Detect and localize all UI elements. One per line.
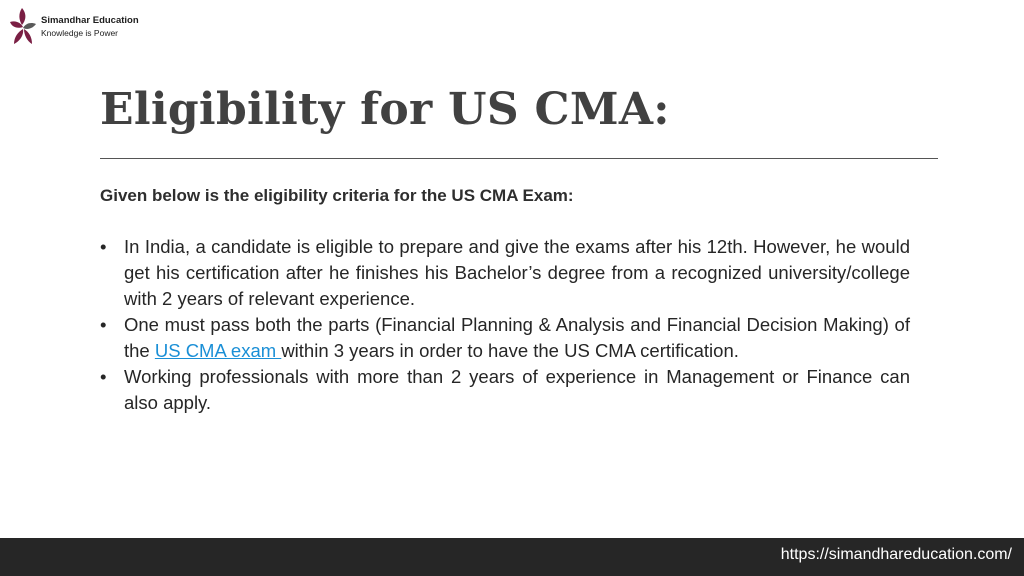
bullet-text: Working professionals with more than 2 years of experience in Management or Finance can also apply. xyxy=(124,366,910,413)
simandhar-logo-icon xyxy=(8,6,38,48)
bullet-icon: • xyxy=(100,314,107,335)
bullet-icon: • xyxy=(100,366,107,387)
eligibility-list xyxy=(100,234,910,416)
title-divider xyxy=(100,158,938,159)
brand-tagline: Knowledge is Power xyxy=(41,28,119,38)
footer-url-link[interactable]: https://simandhareducation.com/ xyxy=(780,546,1012,563)
list-item xyxy=(100,364,910,416)
footer-bar xyxy=(0,538,1024,576)
us-cma-exam-link[interactable]: US CMA exam xyxy=(154,340,282,361)
list-item xyxy=(100,312,910,364)
slide-title: Eligibility for US CMA: xyxy=(100,84,670,135)
brand-name: Simandhar Education xyxy=(41,15,139,26)
bullet-text-before: One must pass both the parts (Financial Planning & Analysis and Financial Decision Making) of the xyxy=(124,314,910,361)
list-item xyxy=(100,234,910,312)
bullet-text: In India, a candidate is eligible to prepare and give the exams after his 12th. However, he would get his certification after he finishes his Bachelor’s degree from a recognized university/college with 2 years of relevant experience. xyxy=(124,236,910,309)
bullet-text-after: within 3 years in order to have the US CMA certification. xyxy=(281,340,739,361)
brand-logo[interactable] xyxy=(8,6,139,48)
intro-text: Given below is the eligibility criteria for the US CMA Exam: xyxy=(100,186,574,205)
bullet-icon: • xyxy=(100,236,107,257)
